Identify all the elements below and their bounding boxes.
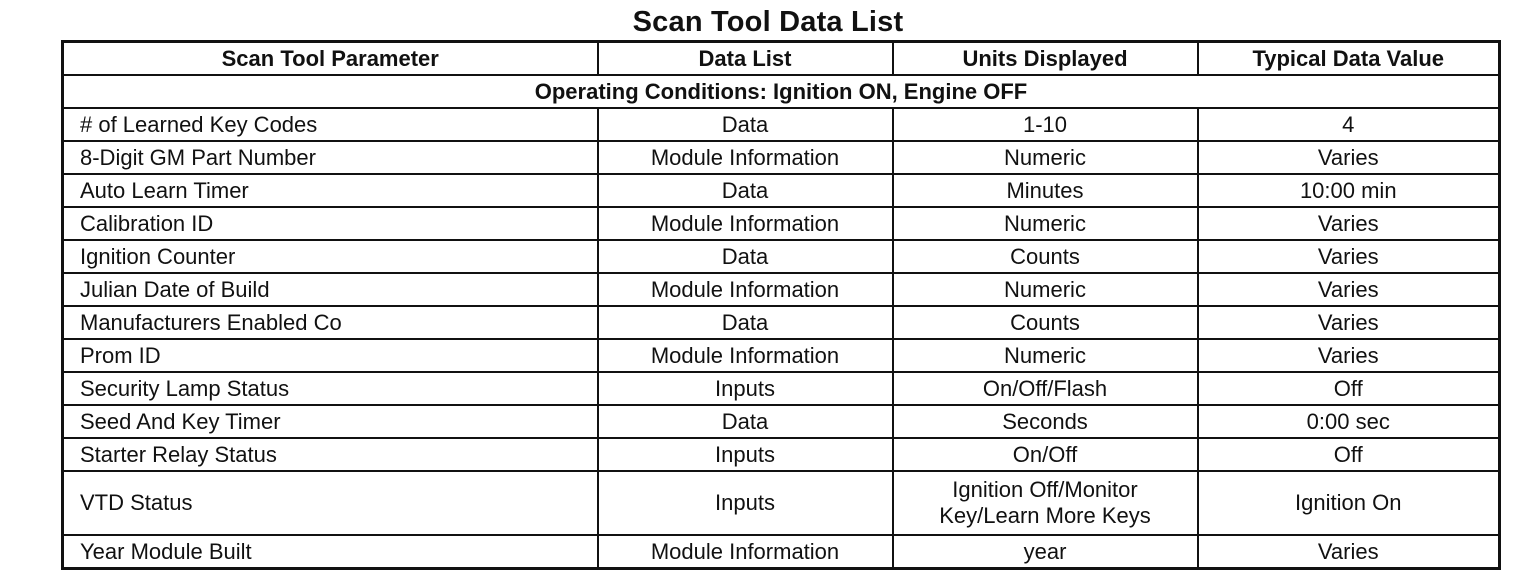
table-row: [63, 471, 1500, 535]
table-row: [63, 405, 1500, 438]
parameter-cell: Ignition Counter: [63, 240, 598, 273]
units-cell: Counts: [893, 306, 1198, 339]
page-title: Scan Tool Data List: [632, 6, 904, 38]
table-row: [63, 306, 1500, 339]
parameter-cell: Manufacturers Enabled Co: [63, 306, 598, 339]
header-typical-data-value: Typical Data Value: [1198, 42, 1500, 76]
units-cell: Numeric: [893, 273, 1198, 306]
units-line: Ignition Off/Monitor: [952, 477, 1138, 502]
typical-value-cell: Ignition On: [1198, 471, 1500, 535]
section-row: [63, 75, 1500, 108]
parameter-cell: Seed And Key Timer: [63, 405, 598, 438]
typical-value-cell: Varies: [1198, 240, 1500, 273]
typical-value-cell: Varies: [1198, 273, 1500, 306]
data-list-cell: Data: [598, 108, 893, 141]
data-list-cell: Inputs: [598, 471, 893, 535]
units-cell: [893, 471, 1198, 535]
table-row: [63, 207, 1500, 240]
parameter-cell: Year Module Built: [63, 535, 598, 569]
table-row: [63, 174, 1500, 207]
data-list-cell: Module Information: [598, 207, 893, 240]
units-cell: Numeric: [893, 141, 1198, 174]
header-scan-tool-parameter: Scan Tool Parameter: [63, 42, 598, 76]
typical-value-cell: Varies: [1198, 141, 1500, 174]
typical-value-cell: Off: [1198, 372, 1500, 405]
table-row: [63, 438, 1500, 471]
typical-value-cell: Varies: [1198, 339, 1500, 372]
data-list-cell: Data: [598, 405, 893, 438]
units-cell: Numeric: [893, 339, 1198, 372]
parameter-cell: 8-Digit GM Part Number: [63, 141, 598, 174]
typical-value-cell: Off: [1198, 438, 1500, 471]
header-data-list: Data List: [598, 42, 893, 76]
typical-value-cell: Varies: [1198, 535, 1500, 569]
typical-value-cell: Varies: [1198, 306, 1500, 339]
data-list-cell: Module Information: [598, 141, 893, 174]
parameter-cell: Auto Learn Timer: [63, 174, 598, 207]
units-cell: On/Off/Flash: [893, 372, 1198, 405]
operating-conditions-label: Operating Conditions: Ignition ON, Engine OFF: [63, 75, 1500, 108]
data-list-cell: Data: [598, 240, 893, 273]
table-row: [63, 273, 1500, 306]
header-units-displayed: Units Displayed: [893, 42, 1198, 76]
typical-value-cell: 10:00 min: [1198, 174, 1500, 207]
units-cell: Counts: [893, 240, 1198, 273]
scan-tool-data-table: [61, 40, 1501, 570]
table-row: [63, 339, 1500, 372]
units-cell: Seconds: [893, 405, 1198, 438]
data-list-cell: Data: [598, 174, 893, 207]
data-list-cell: Module Information: [598, 273, 893, 306]
units-cell: Numeric: [893, 207, 1198, 240]
table-header-row: [63, 42, 1500, 76]
parameter-cell: Starter Relay Status: [63, 438, 598, 471]
typical-value-cell: Varies: [1198, 207, 1500, 240]
data-list-cell: Data: [598, 306, 893, 339]
data-list-cell: Module Information: [598, 339, 893, 372]
units-cell: 1-10: [893, 108, 1198, 141]
data-list-cell: Module Information: [598, 535, 893, 569]
typical-value-cell: 0:00 sec: [1198, 405, 1500, 438]
table-row: [63, 372, 1500, 405]
parameter-cell: Calibration ID: [63, 207, 598, 240]
units-cell: On/Off: [893, 438, 1198, 471]
parameter-cell: Prom ID: [63, 339, 598, 372]
parameter-cell: # of Learned Key Codes: [63, 108, 598, 141]
data-list-cell: Inputs: [598, 438, 893, 471]
table-row: [63, 240, 1500, 273]
table-row: [63, 535, 1500, 569]
table-row: [63, 108, 1500, 141]
parameter-cell: Julian Date of Build: [63, 273, 598, 306]
parameter-cell: VTD Status: [63, 471, 598, 535]
units-cell: Minutes: [893, 174, 1198, 207]
table-row: [63, 141, 1500, 174]
units-line: Key/Learn More Keys: [939, 503, 1151, 528]
data-list-cell: Inputs: [598, 372, 893, 405]
units-cell: year: [893, 535, 1198, 569]
typical-value-cell: 4: [1198, 108, 1500, 141]
parameter-cell: Security Lamp Status: [63, 372, 598, 405]
